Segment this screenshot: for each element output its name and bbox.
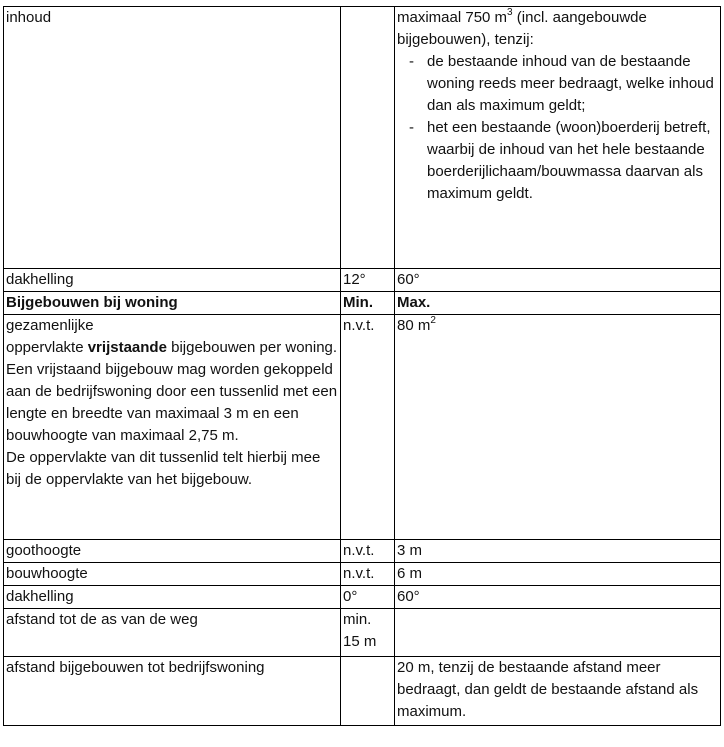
section-header-row — [4, 292, 721, 315]
cell-label: dakhelling — [4, 269, 341, 292]
label-line: gezamenlijke — [6, 317, 94, 334]
cell-label: bouwhoogte — [4, 563, 341, 586]
condition-item: - de bestaande inhoud van de bestaande woning reeds meer bedraagt, welke inhoud dan als maximum geldt; — [397, 51, 718, 117]
cell-min — [341, 7, 395, 269]
cell-max: 6 m — [395, 563, 721, 586]
label-emphasis: vrijstaande — [87, 339, 167, 356]
cell-min: n.v.t. — [341, 315, 395, 540]
max-intro — [397, 9, 647, 48]
cell-min: n.v.t. — [341, 563, 395, 586]
cell-max — [395, 7, 721, 269]
table-row-bouwhoogte — [4, 563, 721, 586]
cell-label: afstand bijgebouwen tot bedrijfswoning — [4, 657, 341, 726]
note: De oppervlakte van dit tussenlid telt hierbij mee bij de oppervlakte van het bijgebouw. — [6, 449, 321, 488]
section-title: Bijgebouwen bij woning — [4, 292, 341, 315]
note: Een vrijstaand bijgebouw mag worden gekoppeld aan de bedrijfswoning door een tussenlid met een lengte en breedte van maximaal 3 m en een bouwhoogte van maximaal 2,75 m. — [6, 361, 338, 444]
cell-max — [395, 315, 721, 540]
cell-min — [341, 657, 395, 726]
condition-item: - het een bestaande (woon)boerderij betreft, waarbij de inhoud van het hele bestaande boerderijlichaam/bouwmassa daarvan als maximum geldt. — [397, 117, 718, 205]
label-post: bijgebouwen per woning. — [166, 339, 338, 356]
superscript: 2 — [430, 315, 436, 326]
table-row-inhoud — [4, 7, 721, 269]
min-line: 15 m — [343, 633, 377, 650]
table-row-dakhelling-bijgebouw — [4, 586, 721, 609]
cell-max — [395, 609, 721, 657]
table-row-afstand-woning — [4, 657, 721, 726]
building-regulations-table — [3, 6, 721, 726]
superscript: 3 — [507, 7, 513, 18]
cell-min — [341, 609, 395, 657]
condition-list — [397, 51, 718, 205]
column-header-min: Min. — [341, 292, 395, 315]
cell-min: 12° — [341, 269, 395, 292]
max-intro-text-cont: (incl. aangebouwde bijgebouwen), tenzij: — [397, 9, 647, 48]
table-row-goothoogte — [4, 540, 721, 563]
max-value: 80 m — [397, 317, 431, 334]
cell-max: 60° — [395, 586, 721, 609]
cell-max: 20 m, tenzij de bestaande afstand meer bedraagt, dan geldt de bestaande afstand als maximum. — [395, 657, 721, 726]
cell-label: inhoud — [4, 7, 341, 269]
cell-min: 0° — [341, 586, 395, 609]
cell-min: n.v.t. — [341, 540, 395, 563]
cell-label: afstand tot de as van de weg — [4, 609, 341, 657]
label-pre: oppervlakte — [6, 339, 88, 356]
table-row-dakhelling-woning — [4, 269, 721, 292]
column-header-max: Max. — [395, 292, 721, 315]
cell-label: goothoogte — [4, 540, 341, 563]
cell-label — [4, 315, 341, 540]
table-row-afstand-weg — [4, 609, 721, 657]
min-line: min. — [343, 611, 372, 628]
cell-max: 60° — [395, 269, 721, 292]
cell-max: 3 m — [395, 540, 721, 563]
max-intro-text: maximaal 750 m — [397, 9, 508, 26]
cell-label: dakhelling — [4, 586, 341, 609]
table-row-oppervlakte — [4, 315, 721, 540]
